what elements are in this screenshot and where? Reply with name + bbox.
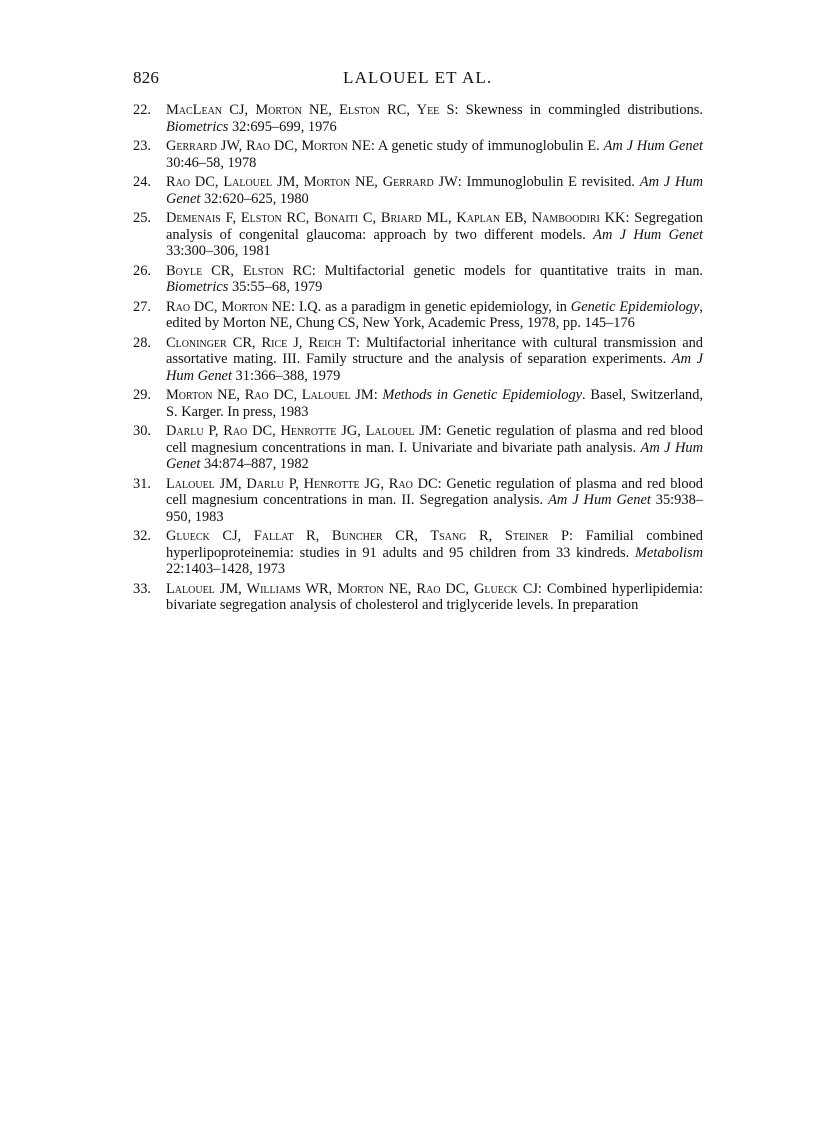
reference-title: : Genetic regulation of plasma and red blood cell magnesium concentrations in man. I. Univariate and bivariate path analysis. [166, 423, 703, 456]
reference-details: . Basel, Switzerland, S. Karger. In press, 1983 [166, 387, 703, 420]
reference-journal: Metabolism [635, 544, 703, 561]
reference-number: 25. [133, 210, 151, 226]
reference-authors: Demenais F, Elston RC, Bonaiti C, Briard ML, Kaplan EB, Namboodiri KK [166, 210, 626, 226]
reference-journal: Methods in Genetic Epidemiology [382, 387, 583, 403]
reference-number: 27. [133, 298, 151, 315]
reference-journal: Am J Hum Genet [593, 226, 703, 243]
reference-details: 34:874–887, 1982 [200, 456, 309, 472]
running-head: LALOUEL ET AL. [343, 68, 493, 87]
reference-title: : A genetic study of immunoglobulin E. [370, 138, 600, 154]
reference-authors: Rao DC, Morton NE [166, 298, 291, 315]
reference-item [133, 174, 703, 207]
reference-details: 31:366–388, 1979 [231, 367, 341, 384]
reference-list [133, 102, 703, 617]
reference-journal: Biometrics [166, 118, 229, 135]
reference-number: 31. [133, 475, 151, 492]
reference-number: 24. [133, 174, 151, 190]
reference-item [133, 299, 703, 332]
reference-journal: Am J Hum Genet [603, 138, 703, 154]
reference-item [133, 423, 703, 473]
reference-journal: Biometrics [166, 279, 229, 295]
reference-item [133, 528, 703, 578]
reference-authors: Cloninger CR, Rice J, Reich T [166, 334, 356, 351]
reference-number: 33. [133, 580, 151, 597]
reference-title: : Immunoglobulin E revisited. [457, 174, 635, 190]
reference-item [133, 102, 703, 135]
reference-details: , edited by Morton NE, Chung CS, New York, Academic Press, 1978, pp. 145–176 [166, 298, 703, 331]
reference-journal: Genetic Epidemiology [570, 298, 700, 315]
reference-number: 29. [133, 387, 151, 403]
reference-title: : Skewness in commingled distributions. [454, 102, 704, 118]
reference-journal: Am J Hum Genet [166, 351, 703, 384]
reference-item [133, 387, 703, 420]
reference-title: : I.Q. as a paradigm in genetic epidemiology, in [290, 298, 567, 315]
reference-details: 30:46–58, 1978 [166, 154, 257, 171]
reference-journal: Am J Hum Genet [166, 174, 704, 207]
reference-title: : Combined hyperlipidemia: bivariate segregation analysis of cholesterol and triglyceride levels. In preparation [166, 580, 703, 613]
reference-number: 22. [133, 102, 151, 118]
reference-details: 32:695–699, 1976 [228, 118, 337, 135]
reference-journal: Am J Hum Genet [166, 439, 703, 472]
reference-number: 28. [133, 334, 151, 351]
page-number: 826 [133, 68, 160, 87]
reference-item [133, 476, 703, 526]
reference-authors: Glueck CJ, Fallat R, Buncher CR, Tsang R, Steiner P [166, 528, 570, 544]
reference-journal: Am J Hum Genet [548, 492, 651, 508]
reference-title: : Segregation analysis of congenital glaucoma: approach by two different models. [166, 210, 703, 243]
reference-number: 30. [133, 423, 151, 439]
reference-item [133, 138, 703, 171]
reference-details: 32:620–625, 1980 [200, 190, 309, 207]
reference-item [133, 210, 703, 260]
reference-authors: Rao DC, Lalouel JM, Morton NE, Gerrard JW [166, 174, 458, 190]
reference-item [133, 263, 703, 296]
reference-authors: Lalouel JM, Williams WR, Morton NE, Rao DC, Glueck CJ [166, 580, 538, 597]
reference-authors: Morton NE, Rao DC, Lalouel JM [166, 387, 374, 403]
reference-authors: Gerrard JW, Rao DC, Morton NE [166, 138, 371, 154]
reference-details: 33:300–306, 1981 [166, 243, 271, 259]
reference-details: 22:1403–1428, 1973 [166, 561, 286, 577]
reference-number: 23. [133, 138, 151, 154]
reference-details: 35:55–68, 1979 [228, 279, 323, 295]
reference-title: : [373, 387, 378, 403]
reference-authors: Lalouel JM, Darlu P, Henrotte JG, Rao DC [166, 475, 438, 492]
reference-details: 35:938–950, 1983 [166, 492, 703, 525]
reference-authors: MacLean CJ, Morton NE, Elston RC, Yee S [166, 102, 455, 118]
reference-item [133, 581, 703, 614]
page-header [133, 68, 703, 92]
reference-authors: Boyle CR, Elston RC [166, 262, 312, 279]
reference-title: : Multifactorial inheritance with cultural transmission and assortative mating. III. Family structure and the analysis of separation experiments. [166, 334, 703, 367]
reference-authors: Darlu P, Rao DC, Henrotte JG, Lalouel JM [166, 423, 438, 439]
reference-title: : Multifactorial genetic models for quantitative traits in man. [311, 262, 704, 279]
reference-number: 26. [133, 262, 151, 279]
reference-title: : Genetic regulation of plasma and red blood cell magnesium concentrations in man. II. Segregation analysis. [166, 475, 703, 508]
reference-number: 32. [133, 528, 151, 544]
reference-title: : Familial combined hyperlipoproteinemia: studies in 91 adults and 95 children from 33 kindreds. [166, 528, 703, 561]
reference-item [133, 335, 703, 385]
